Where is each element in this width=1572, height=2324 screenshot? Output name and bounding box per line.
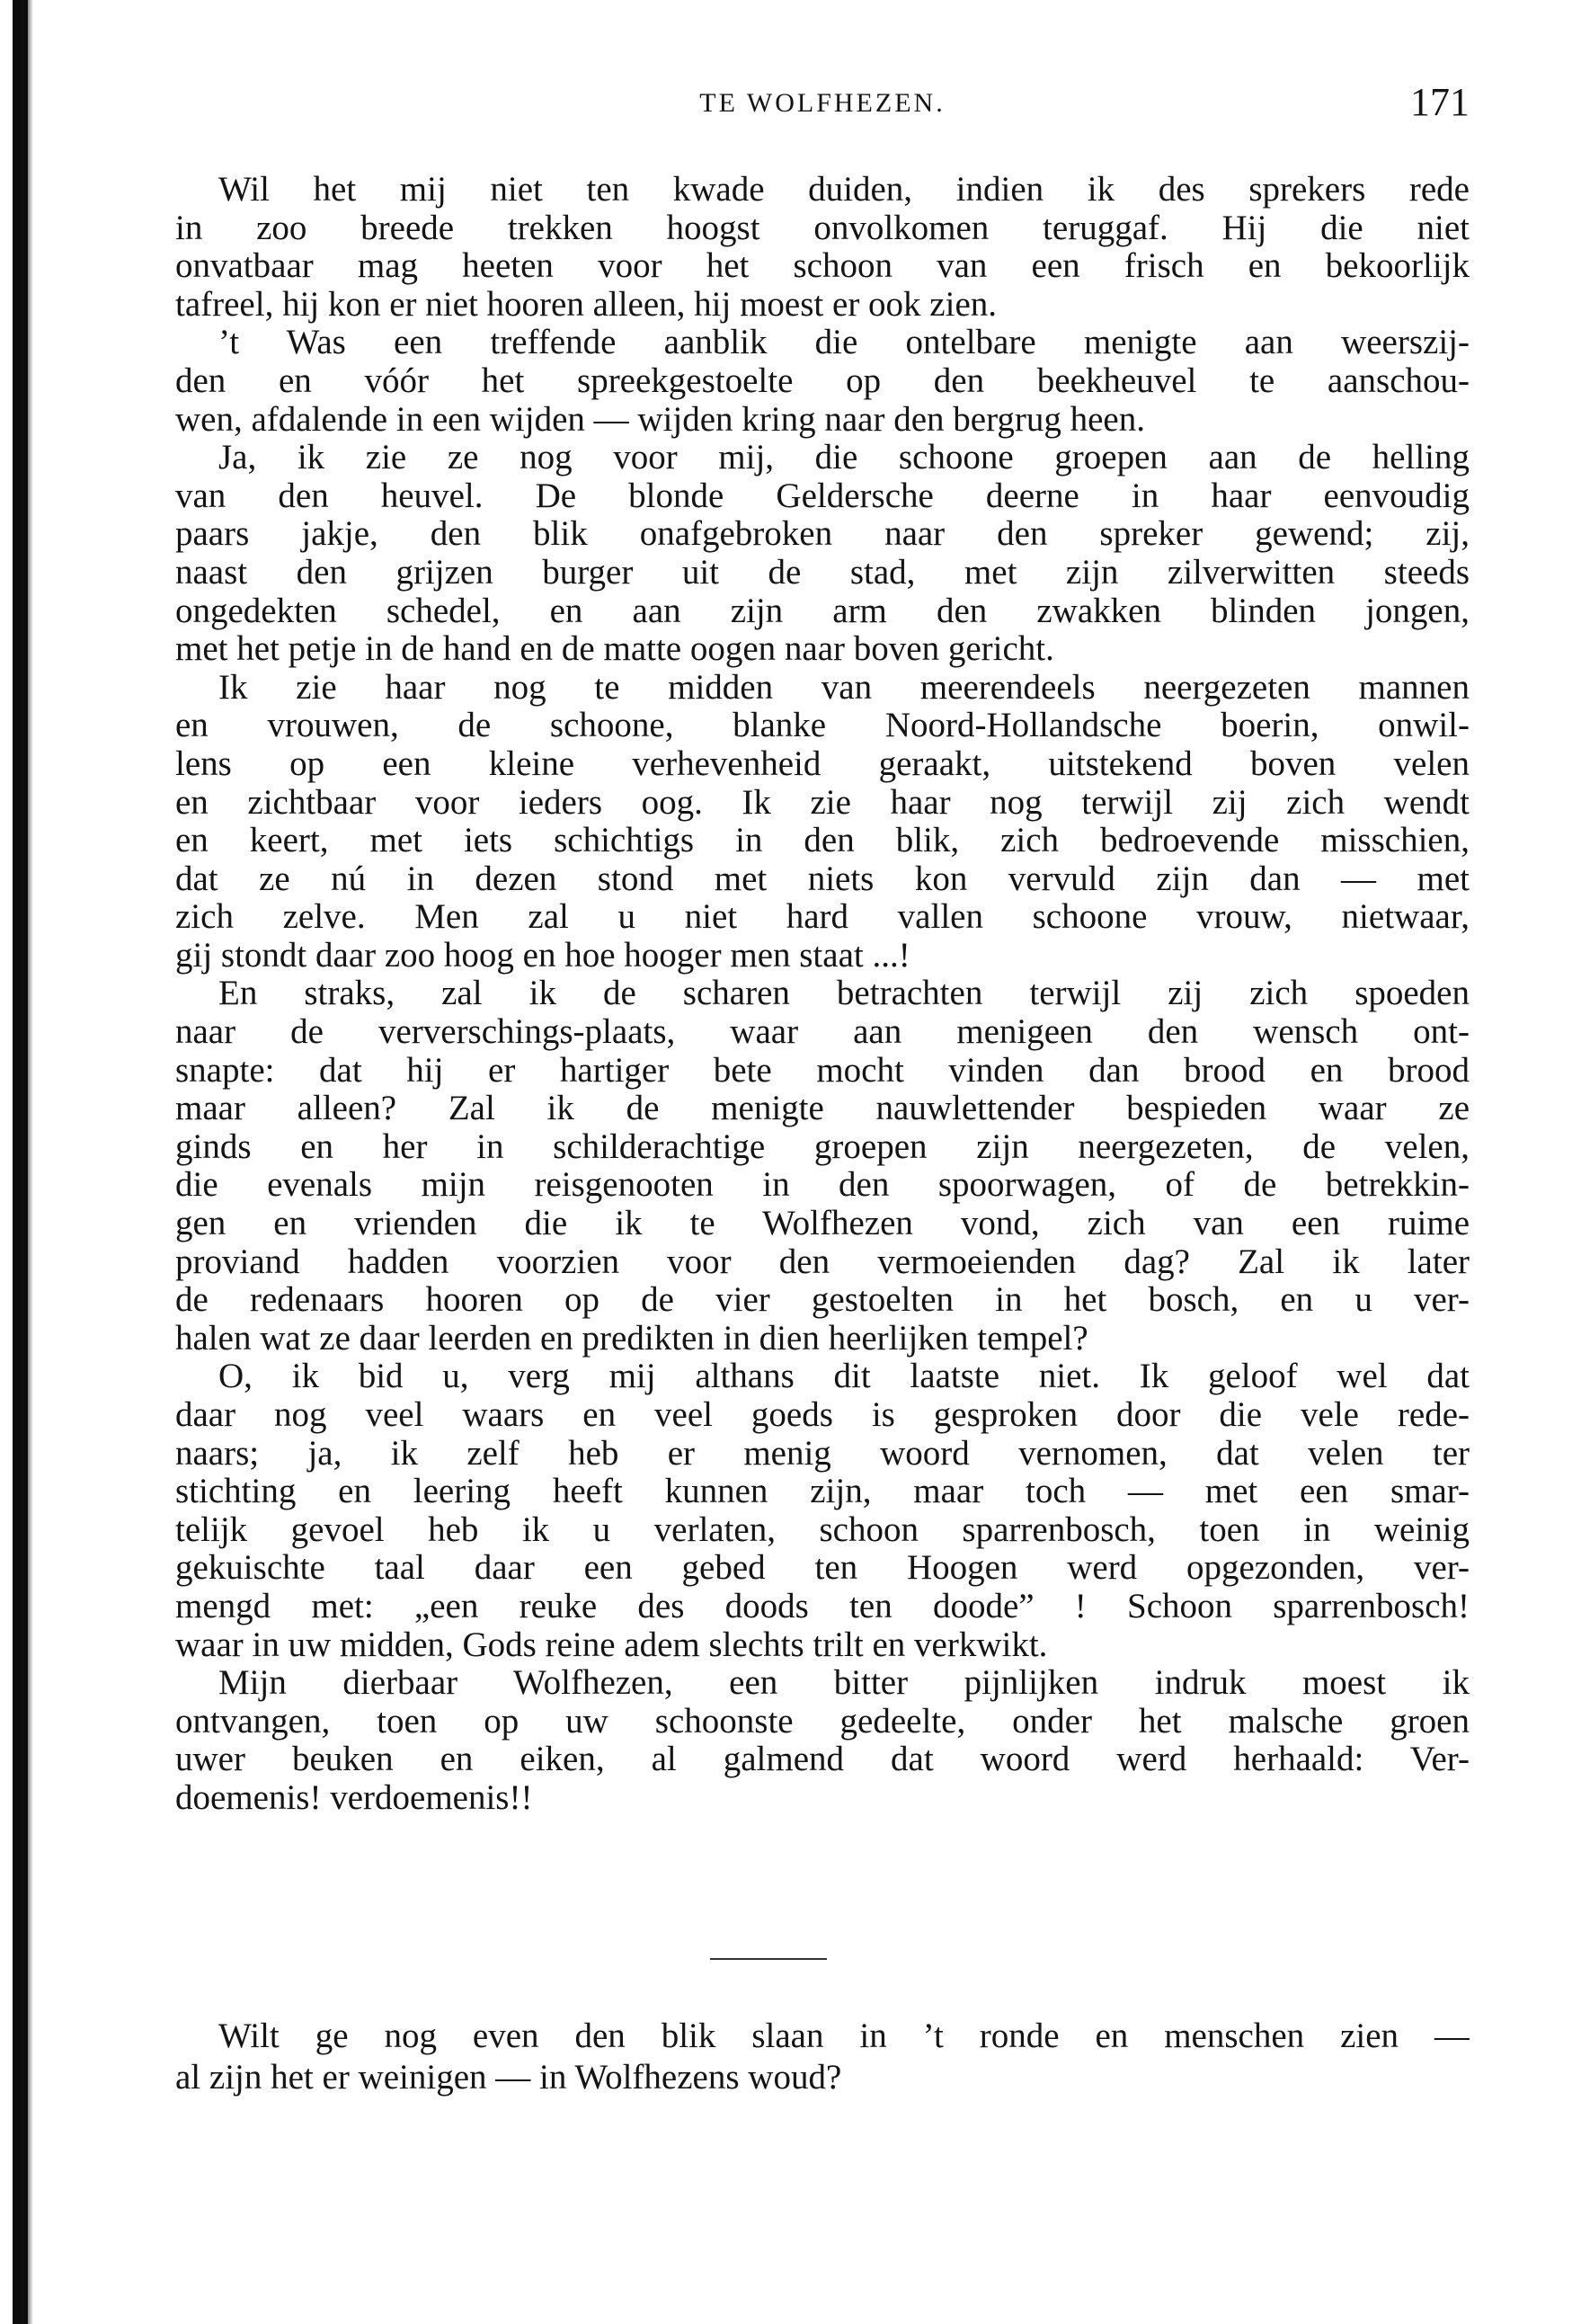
- text-line: tafreel, hij kon er niet hooren alleen, hij moest er ook zien.: [175, 285, 998, 324]
- text-line: halen wat ze daar leerden en predikten in dien heerlijken tempel?: [175, 1319, 1088, 1358]
- book-binding-edge: [13, 0, 28, 2324]
- text-line: lens op een kleine verhevenheid geraakt, uitstekend boven velen: [175, 744, 1470, 783]
- text-line: die evenals mijn reisgenooten in den spoorwagen, of de betrekkin-: [175, 1166, 1470, 1205]
- text-line: Wil het mij niet ten kwade duiden, indien ik des sprekers rede: [218, 171, 1470, 209]
- text-line: mengd met: „een reuke des doods ten doode” ! Schoon sparrenbosch!: [175, 1587, 1470, 1625]
- text-line: snapte: dat hij er hartiger bete mocht vinden dan brood en brood: [175, 1051, 1470, 1090]
- text-line: en vrouwen, de schoone, blanke Noord-Hollandsche boerin, onwil-: [175, 707, 1470, 745]
- text-line: met het petje in de hand en de matte oogen naar boven gericht.: [175, 630, 1054, 669]
- text-line: O, ik bid u, verg mij althans dit laatste niet. Ik geloof wel dat: [218, 1358, 1470, 1396]
- text-line: doemenis! verdoemenis!!: [175, 1778, 533, 1817]
- section-divider: [710, 1958, 827, 1960]
- body-text: [175, 171, 1470, 1818]
- text-line: de redenaars hooren op de vier gestoelten in het bosch, en u ver-: [175, 1281, 1470, 1320]
- page-number: 171: [1410, 80, 1470, 124]
- running-title: TE WOLFHEZEN.: [699, 88, 946, 118]
- text-line: onvatbaar mag heeten voor het schoon van een frisch en bekoorlijk: [175, 247, 1470, 286]
- text-line: gij stondt daar zoo hoog en hoe hooger men staat ...!: [175, 936, 910, 975]
- text-line: naars; ja, ik zelf heb er menig woord vernomen, dat velen ter: [175, 1434, 1470, 1473]
- text-line: en zichtbaar voor ieders oog. Ik zie haar nog terwijl zij zich wendt: [175, 783, 1470, 822]
- text-line: waar in uw midden, Gods reine adem slechts trilt en verkwikt.: [175, 1625, 1048, 1664]
- text-line: stichting en leering heeft kunnen zijn, maar toch — met een smar-: [175, 1473, 1470, 1511]
- text-line: proviand hadden voorzien voor den vermoeienden dag? Zal ik later: [175, 1242, 1470, 1281]
- text-line: Wilt ge nog even den blik slaan in ’t ronde en menschen zien —: [218, 2017, 1470, 2055]
- text-line: telijk gevoel heb ik u verlaten, schoon sparrenbosch, toen in weinig: [175, 1510, 1470, 1549]
- text-line: ongedekten schedel, en aan zijn arm den zwakken blinden jongen,: [175, 592, 1470, 630]
- closing-paragraph: [175, 2016, 1470, 2098]
- text-line: daar nog veel waars en veel goeds is gesproken door die vele rede-: [175, 1396, 1470, 1434]
- text-line: paars jakje, den blik onafgebroken naar den spreker gewend; zij,: [175, 515, 1470, 554]
- text-line: naast den grijzen burger uit de stad, met zijn zilverwitten steeds: [175, 553, 1470, 592]
- text-line: in zoo breede trekken hoogst onvolkomen teruggaf. Hij die niet: [175, 209, 1470, 247]
- binding-shadow: [28, 0, 33, 2324]
- text-line: ginds en her in schilderachtige groepen zijn neergezeten, de velen,: [175, 1127, 1470, 1166]
- text-line: ’t Was een treffende aanblik die ontelbare menigte aan weerszij-: [218, 324, 1470, 362]
- text-line: maar alleen? Zal ik de menigte nauwlettender bespieden waar ze: [175, 1090, 1470, 1128]
- text-line: en keert, met iets schichtigs in den blik, zich bedroevende misschien,: [175, 822, 1470, 860]
- text-line: ontvangen, toen op uw schoonste gedeelte, onder het malsche groen: [175, 1702, 1470, 1741]
- running-head: [175, 79, 1470, 133]
- text-line: gen en vrienden die ik te Wolfhezen vond, zich van een ruime: [175, 1205, 1470, 1243]
- text-line: zich zelve. Men zal u niet hard vallen schoone vrouw, nietwaar,: [175, 898, 1470, 937]
- text-line: uwer beuken en eiken, al galmend dat woord werd herhaald: Ver-: [175, 1741, 1470, 1779]
- text-line: naar de ververschings-plaats, waar aan menigeen den wensch ont-: [175, 1013, 1470, 1052]
- text-line: wen, afdalende in een wijden — wijden kring naar den bergrug heen.: [175, 400, 1145, 439]
- text-line: Ja, ik zie ze nog voor mij, die schoone groepen aan de helling: [218, 439, 1470, 477]
- text-line: gekuischte taal daar een gebed ten Hoogen werd opgezonden, ver-: [175, 1549, 1470, 1588]
- text-line: Ik zie haar nog te midden van meerendeels neergezeten mannen: [218, 668, 1470, 707]
- text-line: dat ze nú in dezen stond met niets kon vervuld zijn dan — met: [175, 859, 1470, 898]
- text-line: Mijn dierbaar Wolfhezen, een bitter pijnlijken indruk moest ik: [218, 1664, 1470, 1703]
- text-line: al zijn het er weinigen — in Wolfhezens woud?: [175, 2058, 842, 2097]
- text-line: den en vóór het spreekgestoelte op den beekheuvel te aanschou-: [175, 361, 1470, 400]
- text-line: van den heuvel. De blonde Geldersche deerne in haar eenvoudig: [175, 476, 1470, 515]
- text-line: En straks, zal ik de scharen betrachten terwijl zij zich spoeden: [218, 975, 1470, 1013]
